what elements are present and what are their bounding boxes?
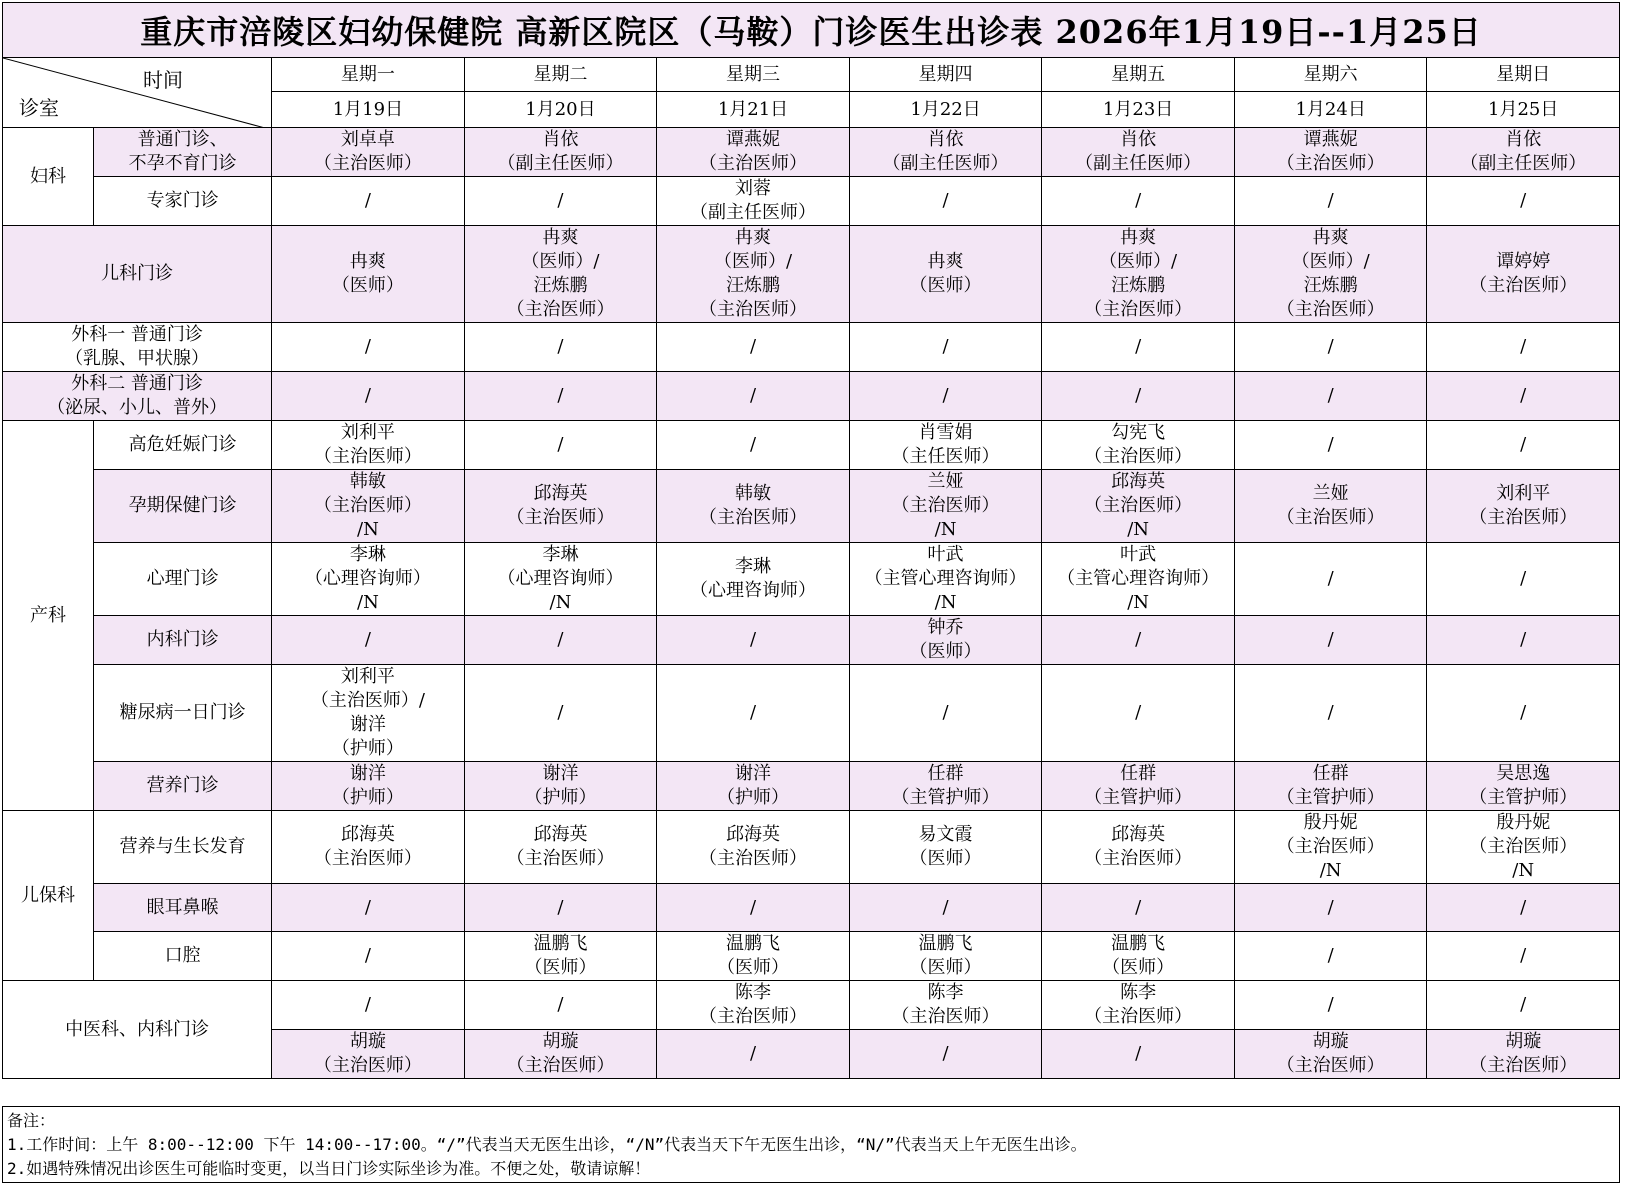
clinic-label — [94, 421, 272, 470]
schedule-cell — [1234, 372, 1427, 421]
schedule-cell-text: / — [1135, 190, 1142, 211]
schedule-cell-text: / — [557, 896, 564, 918]
schedule-row — [3, 543, 1620, 616]
schedule-cell — [1234, 981, 1427, 1030]
schedule-row — [3, 932, 1620, 981]
schedule-cell — [657, 323, 850, 372]
schedule-row — [3, 226, 1620, 323]
schedule-cell — [1234, 323, 1427, 372]
schedule-cell-text: / — [364, 385, 371, 406]
schedule-cell-text: 殷丹妮 （主治医师） /N — [1276, 812, 1385, 881]
schedule-cell-text: / — [1520, 190, 1527, 211]
schedule-cell — [464, 372, 657, 421]
schedule-cell-text: 邱海英 （主治医师） — [1084, 824, 1193, 869]
schedule-cell — [1042, 470, 1235, 543]
schedule-cell-text: / — [364, 896, 371, 918]
schedule-cell-text: / — [1135, 629, 1142, 650]
schedule-cell-text: / — [1520, 896, 1527, 918]
clinic-label-text: 高危妊娠门诊 — [128, 434, 237, 455]
clinic-label — [94, 762, 272, 811]
schedule-cell-text: 陈李 （主治医师） — [1084, 982, 1193, 1027]
clinic-label — [94, 884, 272, 932]
schedule-cell-text: / — [1520, 434, 1527, 455]
schedule-cell — [464, 1030, 657, 1079]
schedule-cell-text: / — [557, 629, 564, 650]
schedule-cell — [1234, 421, 1427, 470]
schedule-cell-text: / — [1520, 945, 1527, 966]
weekday-header: 星期四 — [849, 58, 1042, 92]
schedule-cell-text: 谢洋 （护师） — [331, 763, 404, 808]
schedule-cell-text: 任群 （主管护师） — [1276, 763, 1385, 808]
schedule-cell-text: / — [749, 336, 757, 357]
schedule-cell-text: / — [364, 336, 371, 357]
schedule-cell — [657, 543, 850, 616]
schedule-cell — [1042, 372, 1235, 421]
schedule-cell — [272, 128, 465, 177]
schedule-cell-text: / — [749, 385, 757, 406]
schedule-cell — [1234, 177, 1427, 226]
schedule-cell — [1042, 811, 1235, 884]
schedule-row — [3, 470, 1620, 543]
schedule-cell — [849, 323, 1042, 372]
schedule-cell — [1042, 543, 1235, 616]
schedule-cell-text: 钟乔 （医师） — [909, 617, 982, 662]
schedule-cell-text: 任群 （主管护师） — [1084, 763, 1193, 808]
schedule-cell — [464, 811, 657, 884]
weekday-header: 星期三 — [657, 58, 850, 92]
schedule-cell-text: 李琳 （心理咨询师） /N — [304, 544, 431, 613]
schedule-cell — [1234, 884, 1427, 932]
schedule-cell-text: / — [1327, 629, 1334, 650]
schedule-cell-text: 邱海英 （主治医师） — [313, 824, 422, 869]
schedule-cell — [849, 372, 1042, 421]
schedule-cell-text: 刘利平 （主治医师） — [313, 422, 422, 467]
schedule-cell — [849, 762, 1042, 811]
clinic-label — [94, 128, 272, 177]
schedule-cell-text: / — [1135, 702, 1142, 723]
schedule-cell-text: / — [942, 1043, 949, 1064]
schedule-cell — [657, 884, 850, 932]
schedule-cell-text: 刘蓉 （副主任医师） — [690, 178, 816, 223]
schedule-cell — [1427, 762, 1620, 811]
schedule-cell — [1427, 128, 1620, 177]
clinic-label-text: 内科门诊 — [146, 629, 219, 650]
schedule-cell — [1042, 1030, 1235, 1079]
schedule-cell-text: / — [749, 1043, 757, 1064]
schedule-cell — [1427, 665, 1620, 762]
schedule-cell-text: / — [1520, 629, 1527, 650]
schedule-cell-text: 冉爽 （医师）/ 汪炼鹏 （主治医师） — [1084, 227, 1193, 320]
schedule-cell — [1042, 177, 1235, 226]
schedule-row — [3, 616, 1620, 665]
schedule-cell — [657, 372, 850, 421]
schedule-cell-text: 胡璇 （主治医师） — [1469, 1031, 1578, 1076]
schedule-cell — [464, 981, 657, 1030]
department-label — [3, 811, 94, 981]
schedule-cell — [464, 665, 657, 762]
schedule-cell-text: 温鹏飞 （医师） — [524, 933, 597, 978]
schedule-cell-text: 任群 （主管护师） — [891, 763, 1000, 808]
schedule-cell — [849, 884, 1042, 932]
schedule-cell — [272, 177, 465, 226]
schedule-cell — [1234, 226, 1427, 323]
clinic-label-text: 口腔 — [164, 945, 201, 966]
schedule-cell — [1427, 884, 1620, 932]
schedule-row — [3, 884, 1620, 932]
clinic-label — [94, 177, 272, 226]
schedule-cell — [1427, 1030, 1620, 1079]
schedule-cell — [272, 884, 465, 932]
schedule-cell-text: 勾宪飞 （主治医师） — [1084, 422, 1193, 467]
weekday-header: 星期二 — [464, 58, 657, 92]
clinic-label-text: 外科一 普通门诊 （乳腺、甲状腺） — [65, 324, 210, 369]
schedule-cell-text: / — [1520, 702, 1527, 723]
schedule-cell — [272, 665, 465, 762]
schedule-cell — [1042, 128, 1235, 177]
schedule-cell — [849, 616, 1042, 665]
page-title: 重庆市涪陵区妇幼保健院 高新区院区（马鞍）门诊医生出诊表 2026年1月19日--1月25日 — [2, 2, 1620, 58]
schedule-cell — [849, 226, 1042, 323]
schedule-cell — [1427, 323, 1620, 372]
schedule-cell — [464, 884, 657, 932]
schedule-cell-text: 温鹏飞 （医师） — [909, 933, 982, 978]
schedule-cell — [272, 372, 465, 421]
clinic-label-text: 糖尿病一日门诊 — [119, 702, 246, 723]
department-label — [3, 421, 94, 811]
schedule-cell — [1042, 616, 1235, 665]
schedule-cell — [1234, 616, 1427, 665]
schedule-cell-text: 温鹏飞 （医师） — [1102, 933, 1175, 978]
clinic-label-text: 心理门诊 — [146, 568, 219, 589]
notes-heading: 备注： — [7, 1111, 56, 1130]
clinic-label — [3, 226, 272, 323]
schedule-cell — [657, 128, 850, 177]
schedule-cell-text: 冉爽 （医师）/ 汪炼鹏 （主治医师） — [506, 227, 615, 320]
schedule-cell — [1427, 981, 1620, 1030]
weekday-header-row — [3, 58, 1620, 92]
schedule-cell — [657, 177, 850, 226]
schedule-cell — [464, 323, 657, 372]
schedule-cell-text: / — [364, 629, 371, 650]
schedule-cell-text: / — [1327, 945, 1334, 966]
schedule-cell — [464, 421, 657, 470]
schedule-cell-text: / — [1520, 568, 1527, 589]
clinic-label-text: 外科二 普通门诊 （泌尿、小儿、普外） — [47, 373, 228, 418]
clinic-label — [94, 811, 272, 884]
date-header: 1月25日 — [1427, 92, 1620, 128]
schedule-row — [3, 323, 1620, 372]
schedule-cell — [464, 177, 657, 226]
schedule-cell — [657, 762, 850, 811]
clinic-label — [94, 470, 272, 543]
schedule-cell — [1234, 1030, 1427, 1079]
schedule-cell — [657, 421, 850, 470]
schedule-cell — [1042, 421, 1235, 470]
time-label: 时间 — [143, 68, 183, 92]
schedule-cell-text: 刘利平 （主治医师） — [1469, 483, 1578, 528]
schedule-cell — [1042, 226, 1235, 323]
schedule-cell — [272, 616, 465, 665]
clinic-label-text: 普通门诊、 不孕不育门诊 — [128, 129, 237, 174]
schedule-cell-text: / — [1135, 896, 1142, 918]
schedule-cell — [464, 932, 657, 981]
schedule-cell-text: / — [1327, 336, 1334, 357]
schedule-cell — [272, 932, 465, 981]
schedule-cell-text: 韩敏 （主治医师） /N — [313, 471, 422, 540]
schedule-cell — [849, 421, 1042, 470]
schedule-cell-text: / — [364, 994, 371, 1015]
clinic-label-text: 专家门诊 — [146, 190, 219, 211]
schedule-cell-text: / — [942, 702, 949, 723]
schedule-cell — [464, 616, 657, 665]
clinic-label-text: 营养与生长发育 — [119, 836, 246, 857]
clinic-label — [94, 543, 272, 616]
schedule-cell — [1427, 932, 1620, 981]
schedule-cell — [272, 1030, 465, 1079]
schedule-cell-text: 肖依 （副主任医师） — [497, 129, 624, 174]
date-header: 1月20日 — [464, 92, 657, 128]
clinic-label — [3, 981, 272, 1079]
room-label: 诊室 — [19, 96, 59, 120]
schedule-cell-text: / — [364, 945, 371, 966]
schedule-cell-text: 谢洋 （护师） — [717, 763, 789, 808]
schedule-cell-text: / — [1520, 385, 1527, 406]
schedule-cell-text: 谭燕妮 （主治医师） — [699, 129, 807, 174]
schedule-cell — [657, 616, 850, 665]
schedule-cell-text: / — [557, 385, 564, 406]
schedule-cell — [1234, 932, 1427, 981]
schedule-cell-text: / — [942, 896, 949, 918]
schedule-cell-text: / — [942, 336, 949, 357]
schedule-cell — [657, 665, 850, 762]
schedule-cell-text: 陈李 （主治医师） — [699, 982, 807, 1027]
schedule-cell — [849, 981, 1042, 1030]
clinic-label-text: 营养门诊 — [146, 775, 219, 796]
schedule-cell-text: 胡璇 （主治医师） — [506, 1031, 615, 1076]
schedule-cell-text: / — [557, 434, 564, 455]
schedule-cell-text: 温鹏飞 （医师） — [717, 933, 789, 978]
schedule-cell — [272, 762, 465, 811]
schedule-cell-text: 殷丹妮 （主治医师） /N — [1469, 812, 1578, 881]
schedule-cell — [272, 226, 465, 323]
schedule-cell — [1427, 811, 1620, 884]
schedule-cell-text: 叶武 （主管心理咨询师） /N — [864, 544, 1027, 613]
schedule-cell-text: 兰娅 （主治医师） /N — [891, 471, 1000, 540]
date-header: 1月24日 — [1234, 92, 1427, 128]
schedule-cell — [1427, 226, 1620, 323]
clinic-label — [3, 323, 272, 372]
weekday-header: 星期日 — [1427, 58, 1620, 92]
schedule-cell-text: / — [557, 994, 564, 1015]
schedule-cell-text: / — [749, 702, 757, 723]
date-header: 1月23日 — [1042, 92, 1235, 128]
schedule-row — [3, 372, 1620, 421]
schedule-cell-text: / — [1327, 434, 1334, 455]
schedule-cell-text: / — [1327, 568, 1334, 589]
schedule-cell — [1427, 616, 1620, 665]
schedule-cell-text: / — [1327, 702, 1334, 723]
schedule-cell — [1234, 470, 1427, 543]
schedule-cell — [272, 470, 465, 543]
schedule-cell-text: / — [942, 385, 949, 406]
schedule-cell-text: 肖雪娟 （主任医师） — [891, 422, 1000, 467]
schedule-row — [3, 762, 1620, 811]
schedule-cell — [272, 421, 465, 470]
schedule-cell — [849, 128, 1042, 177]
schedule-cell-text: 李琳 （心理咨询师） /N — [497, 544, 624, 613]
schedule-cell-text: 胡璇 （主治医师） — [313, 1031, 422, 1076]
schedule-cell — [464, 762, 657, 811]
schedule-cell — [1042, 762, 1235, 811]
schedule-cell-text: 肖依 （副主任医师） — [1460, 129, 1587, 174]
department-label-text: 妇科 — [30, 165, 67, 187]
schedule-cell-text: / — [749, 896, 757, 918]
clinic-label-text: 儿科门诊 — [101, 263, 174, 284]
schedule-cell-text: 肖依 （副主任医师） — [1075, 129, 1202, 174]
schedule-cell — [1427, 421, 1620, 470]
weekday-header: 星期五 — [1042, 58, 1235, 92]
schedule-row — [3, 128, 1620, 177]
date-header: 1月22日 — [849, 92, 1042, 128]
schedule-cell — [1042, 884, 1235, 932]
clinic-label — [94, 665, 272, 762]
schedule-cell-text: / — [1520, 994, 1527, 1015]
schedule-cell-text: 冉爽 （医师）/ 汪炼鹏 （主治医师） — [1276, 227, 1385, 320]
schedule-cell-text: 冉爽 （医师） — [909, 251, 982, 296]
schedule-cell — [657, 811, 850, 884]
schedule-cell — [1427, 372, 1620, 421]
schedule-cell — [464, 226, 657, 323]
schedule-cell — [657, 226, 850, 323]
schedule-row — [3, 177, 1620, 226]
schedule-cell-text: 谭燕妮 （主治医师） — [1276, 129, 1385, 174]
schedule-cell — [849, 811, 1042, 884]
schedule-cell — [272, 543, 465, 616]
schedule-cell-text: 陈李 （主治医师） — [891, 982, 1000, 1027]
schedule-cell — [849, 932, 1042, 981]
schedule-cell — [1234, 811, 1427, 884]
schedule-cell — [272, 811, 465, 884]
schedule-cell — [1427, 543, 1620, 616]
schedule-cell — [1234, 543, 1427, 616]
schedule-cell-text: / — [1327, 896, 1334, 918]
schedule-row — [3, 981, 1620, 1030]
schedule-cell — [464, 543, 657, 616]
department-label-text: 儿保科 — [21, 884, 76, 906]
schedule-cell-text: / — [942, 190, 949, 211]
clinic-label — [94, 616, 272, 665]
schedule-cell-text: / — [364, 190, 371, 211]
schedule-row — [3, 665, 1620, 762]
schedule-row — [3, 421, 1620, 470]
schedule-row — [3, 811, 1620, 884]
notes-section — [2, 1106, 1620, 1183]
schedule-cell-text: / — [1135, 1043, 1142, 1064]
clinic-label-text: 孕期保健门诊 — [128, 495, 237, 516]
schedule-cell-text: 谭婷婷 （主治医师） — [1469, 251, 1578, 296]
schedule-cell-text: 邱海英 （主治医师） — [506, 483, 615, 528]
schedule-cell-text: 吴思逸 （主管护师） — [1469, 763, 1578, 808]
schedule-cell-text: / — [557, 190, 564, 211]
clinic-label — [3, 372, 272, 421]
schedule-cell-text: 谢洋 （护师） — [524, 763, 597, 808]
schedule-cell — [1042, 981, 1235, 1030]
schedule-cell — [849, 1030, 1042, 1079]
schedule-cell-text: 叶武 （主管心理咨询师） /N — [1057, 544, 1220, 613]
schedule-cell-text: / — [1520, 336, 1527, 357]
notes-line: 2.如遇特殊情况出诊医生可能临时变更，以当日门诊实际坐诊为准。不便之处，敬请谅解！ — [7, 1159, 651, 1178]
schedule-cell — [657, 981, 850, 1030]
schedule-cell-text: / — [749, 629, 757, 650]
schedule-cell-text: / — [557, 702, 564, 723]
schedule-cell — [657, 1030, 850, 1079]
schedule-cell-text: / — [749, 434, 757, 455]
schedule-cell-text: 刘卓卓 （主治医师） — [313, 129, 422, 174]
corner-header — [3, 58, 272, 128]
schedule-cell-text: 肖依 （副主任医师） — [882, 129, 1009, 174]
schedule-table — [2, 57, 1620, 1079]
schedule-cell — [464, 470, 657, 543]
schedule-cell — [657, 470, 850, 543]
schedule-cell — [657, 932, 850, 981]
schedule-cell-text: 邱海英 （主治医师） — [506, 824, 615, 869]
schedule-cell-text: / — [557, 336, 564, 357]
schedule-cell-text: 刘利平 （主治医师）/ 谢洋 （护师） — [310, 666, 425, 759]
schedule-cell-text: 冉爽 （医师）/ 汪炼鹏 （主治医师） — [699, 227, 807, 320]
schedule-cell — [849, 177, 1042, 226]
notes-line: 1.工作时间：上午 8:00--12:00 下午 14:00--17:00。“/”代表当天无医生出诊，“/N”代表当天下午无医生出诊，“N/”代表当天上午无医生出诊。 — [7, 1135, 1087, 1154]
schedule-cell-text: 韩敏 （主治医师） — [699, 483, 807, 528]
schedule-cell-text: / — [1135, 385, 1142, 406]
schedule-cell — [1427, 177, 1620, 226]
department-label — [3, 128, 94, 226]
schedule-cell — [849, 543, 1042, 616]
schedule-cell — [849, 665, 1042, 762]
schedule-cell-text: 兰娅 （主治医师） — [1276, 483, 1385, 528]
schedule-cell — [1234, 128, 1427, 177]
schedule-cell — [849, 470, 1042, 543]
date-header: 1月19日 — [272, 92, 465, 128]
schedule-cell — [272, 323, 465, 372]
schedule-cell-text: / — [1135, 336, 1142, 357]
clinic-label-text: 眼耳鼻喉 — [146, 896, 219, 918]
schedule-cell — [1234, 762, 1427, 811]
schedule-cell-text: 邱海英 （主治医师） /N — [1084, 471, 1193, 540]
weekday-header: 星期六 — [1234, 58, 1427, 92]
schedule-cell — [1234, 665, 1427, 762]
schedule-cell-text: / — [1327, 994, 1334, 1015]
schedule-cell-text: 冉爽 （医师） — [331, 251, 404, 296]
schedule-cell — [1042, 323, 1235, 372]
date-header: 1月21日 — [657, 92, 850, 128]
schedule-cell-text: 邱海英 （主治医师） — [699, 824, 807, 869]
weekday-header: 星期一 — [272, 58, 465, 92]
schedule-cell-text: / — [1327, 190, 1334, 211]
schedule-cell-text: 胡璇 （主治医师） — [1276, 1031, 1385, 1076]
clinic-label — [94, 932, 272, 981]
clinic-label-text: 中医科、内科门诊 — [65, 1018, 210, 1040]
schedule-cell-text: 易文霞 （医师） — [909, 824, 982, 869]
schedule-cell — [1427, 470, 1620, 543]
schedule-cell — [1042, 932, 1235, 981]
schedule-cell-text: 李琳 （心理咨询师） — [690, 556, 816, 601]
schedule-cell-text: / — [1327, 385, 1334, 406]
schedule-cell — [464, 128, 657, 177]
schedule-cell — [272, 981, 465, 1030]
department-label-text: 产科 — [30, 604, 67, 626]
schedule-cell — [1042, 665, 1235, 762]
